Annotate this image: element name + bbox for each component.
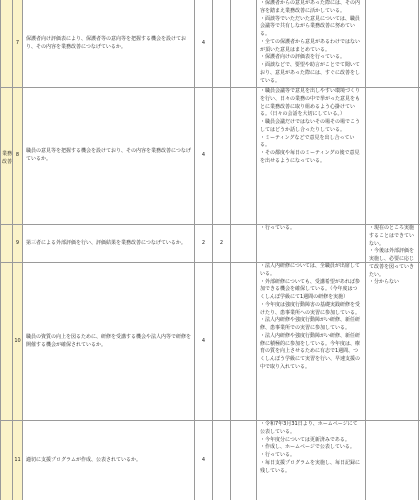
category-label-line: 改善	[1, 159, 12, 165]
score-yes: 4	[195, 263, 213, 420]
category-cell	[1, 0, 13, 87]
score-no	[231, 263, 257, 420]
note-line: ・作成し、ホームページで公表している。	[260, 444, 355, 451]
note-line: ・ミーティングなどで意見を出し合っている。	[260, 134, 355, 149]
category-cell	[1, 225, 13, 262]
category-cell	[1, 421, 13, 500]
note-line: ・職員会議だけではないその場その場でこうしてはどうか話し合ったりしている。	[260, 119, 361, 133]
note-line: ・職員会議等で意見を出しやすい環境づくりを行い、日々の業務の中で挙がった意見をもとに業務改善に取り組めるよう心掛けている。（日々の会話を大切にしている。）	[260, 88, 361, 118]
item-description	[23, 421, 195, 500]
notes-cell	[257, 88, 366, 224]
table-row	[1, 88, 420, 225]
score-no	[231, 88, 257, 224]
item-description-text: 職員の意見等を把握する機会を設けており、その内容を業務改善につなげているか。	[26, 148, 191, 162]
score-partial: 2	[213, 225, 231, 262]
score-yes: 4	[195, 88, 213, 224]
remarks-cell	[366, 88, 420, 224]
score-partial	[213, 263, 231, 420]
remarks-cell	[366, 263, 420, 420]
score-yes: 2	[195, 225, 213, 262]
item-description-text: 職員の資質の向上を図るために、研修を受講する機会や法人内等で研修を開催する機会が確保されているか。	[26, 333, 192, 348]
note-line: ・法人内研修については、全職員が出席している。	[260, 263, 360, 277]
item-description	[23, 0, 195, 87]
note-line: ・面談などで、要望や助言がことでて聞いており、意見があった際には、すぐに改善をしている。	[260, 62, 360, 84]
category-cell	[1, 263, 13, 420]
note-line: ・外部研修についても、受講希望があれば参加できる機会を確保している。（今年度はつくしんぼ学級にて1週間の研修を実施）	[260, 278, 360, 300]
table-row	[1, 0, 420, 88]
note-line: ・毎日支援プログラムを実施し、毎日記録に残している。	[260, 459, 360, 474]
notes-cell	[257, 225, 366, 262]
note-line: ・今年度は強度行動障害の基礎実践研修を受けたり、患事業所への実習に参加している。	[260, 301, 361, 316]
table-row	[1, 421, 420, 500]
note-line: ・面談等でいただいた意見については、職員会議等で共有しながら業務改善に努めている。	[260, 15, 360, 37]
score-yes: 4	[195, 0, 213, 87]
notes-cell	[257, 0, 366, 87]
notes-cell	[257, 421, 366, 500]
category-label	[1, 150, 13, 166]
notes-cell	[257, 263, 366, 420]
note-line: ・法人内研修や強度行動障がい研修、新任研修に積極的に参加をしている。今年度は、療育の質を向上させるために有志で1週間、つくしんぼう学級にて実習を行い、早速支援の中で取り入れている。	[260, 332, 361, 370]
row-number: 11	[13, 421, 23, 500]
score-partial	[213, 88, 231, 224]
category-label-line: 業務	[1, 151, 12, 157]
item-description-text: 第三者による外部評価を行い、評価結果を業務改善につなげているか。	[26, 239, 186, 246]
score-yes: 4	[195, 421, 213, 500]
remark-line: ・現在のところ実施することはできていない。	[369, 225, 415, 247]
note-line: ・行っている。	[260, 225, 296, 231]
note-line: ・保護者からの意見があった際には、その内容を踏まえ業務改善に活かしている。	[260, 0, 360, 14]
note-line: ・令和7年3月31日より、ホームページにて公表している。	[260, 421, 358, 435]
item-description	[23, 88, 195, 224]
item-description	[23, 225, 195, 262]
note-line: ・その都度や毎日のミーティングの後で意見を出せるようになっている。	[260, 150, 360, 164]
note-line: ・行っている。	[260, 452, 296, 458]
item-description	[23, 263, 195, 420]
row-number: 9	[13, 225, 23, 262]
remarks-cell	[366, 0, 420, 87]
table-row	[1, 263, 420, 421]
remark-line: ・今後は外部評価を実施し、必要に応じて改善を図っていきたい。	[369, 248, 415, 278]
row-number: 10	[13, 263, 23, 420]
note-line: ・全ての保護者から意見があるわけではないが頂いた意見はまとめている。	[260, 38, 361, 53]
score-no	[231, 225, 257, 262]
remark-line: ・分からない	[369, 279, 400, 286]
score-no	[231, 0, 257, 87]
item-description-text: 保護者向け評価表により、保護者等の意向等を把握する機会を設けており、その内容を業務改善につなげているか。	[26, 35, 187, 50]
score-no	[231, 421, 257, 500]
note-line: ・法人内研修や強度行動障がい研修、新任研修、患事業所での実習に参加している。	[260, 317, 361, 331]
remarks-cell	[366, 421, 420, 500]
item-description-text: 適切に支援プログラムが作成、公表されているか。	[26, 456, 141, 463]
remarks-cell	[366, 225, 420, 286]
note-line: ・保護者向けの評価表を行っている。	[260, 54, 346, 61]
score-partial	[213, 421, 231, 500]
note-line: ・今年度分については更新済みである。	[260, 436, 350, 443]
row-number: 8	[13, 88, 23, 224]
row-number: 7	[13, 0, 23, 87]
score-partial	[213, 0, 231, 87]
